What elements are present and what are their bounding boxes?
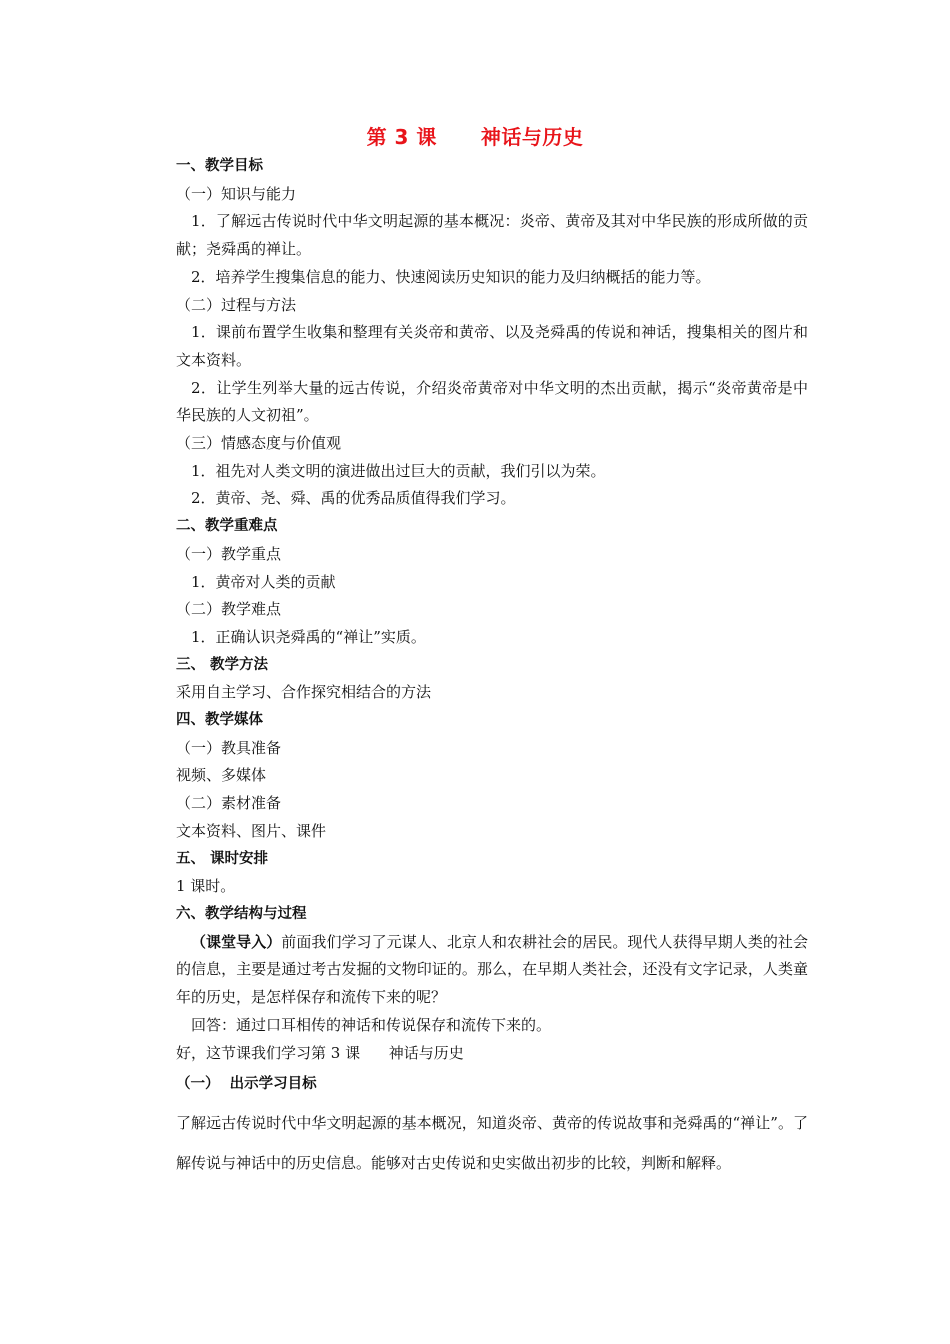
paragraph: 采用自主学习、合作探究相结合的方法 [176, 683, 432, 702]
paragraph: 1．了解远古传说时代中华文明起源的基本概况：炎帝、黄帝及其对中华民族的形成所做的贡献；尧舜禹的禅让。 [176, 212, 808, 259]
goal-paragraph: 了解远古传说时代中华文明起源的基本概况，知道炎帝、黄帝的传说故事和尧舜禹的“禅让”。了解传说与神话中的历史信息。能够对古史传说和史实做出初步的比较，判断和解释。 [176, 1113, 808, 1172]
section-heading: 一、教学目标 [176, 158, 263, 174]
document-body [176, 153, 808, 1183]
intro-text: 前面我们学习了元谋人、北京人和农耕社会的居民。现代人获得早期人类的社会的信息，主要是通过考古发掘的文物印证的。那么，在早期人类社会，还没有文字记录，人类童年的历史，是怎样保存和流传下来的呢？ [176, 932, 808, 1007]
lesson-number: 第 3 课 [366, 125, 437, 149]
subsection-heading: （二）过程与方法 [176, 295, 297, 314]
subsection-heading: （一）教具准备 [176, 738, 282, 757]
page-title [0, 121, 950, 150]
section-heading: 六、教学结构与过程 [176, 905, 307, 922]
subsection-heading: （一）教学重点 [176, 544, 282, 563]
transition-paragraph: 好，这节课我们学习第 3 课 神话与历史 [176, 1043, 464, 1062]
paragraph: 文本资料、图片、课件 [176, 821, 327, 840]
goal-heading: （一） 出示学习目标 [176, 1076, 317, 1093]
intro-label: （课堂导入） [191, 932, 282, 951]
paragraph: 2．黄帝、尧、舜、禹的优秀品质值得我们学习。 [191, 489, 516, 508]
paragraph: 2．让学生列举大量的远古传说，介绍炎帝黄帝对中华文明的杰出贡献，揭示“炎帝黄帝是中华民族的人文初祖”。 [176, 378, 808, 425]
paragraph: 视频、多媒体 [176, 766, 267, 785]
paragraph: 1 课时。 [176, 877, 236, 896]
paragraph: 1．黄帝对人类的贡献 [191, 572, 336, 591]
intro-paragraph [176, 929, 808, 1012]
answer-paragraph: 回答：通过口耳相传的神话和传说保存和流传下来的。 [191, 1015, 552, 1034]
paragraph: 1．课前布置学生收集和整理有关炎帝和黄帝、以及尧舜禹的传说和神话，搜集相关的图片和文本资料。 [176, 323, 808, 369]
subsection-heading: （二）教学难点 [176, 600, 282, 619]
section-heading: 三、 教学方法 [176, 656, 269, 673]
subsection-heading: （二）素材准备 [176, 794, 282, 813]
lesson-name: 神话与历史 [480, 125, 584, 149]
section-heading: 四、教学媒体 [176, 712, 263, 729]
paragraph: 2．培养学生搜集信息的能力、快速阅读历史知识的能力及归纳概括的能力等。 [191, 267, 711, 286]
subsection-heading: （一）知识与能力 [176, 184, 297, 203]
subsection-heading: （三）情感态度与价值观 [176, 434, 342, 453]
section-heading: 五、 课时安排 [176, 850, 269, 867]
paragraph: 1．祖先对人类文明的演进做出过巨大的贡献，我们引以为荣。 [191, 461, 606, 480]
paragraph: 1．正确认识尧舜禹的“禅让”实质。 [191, 627, 426, 646]
section-heading: 二、教学重难点 [176, 518, 278, 535]
